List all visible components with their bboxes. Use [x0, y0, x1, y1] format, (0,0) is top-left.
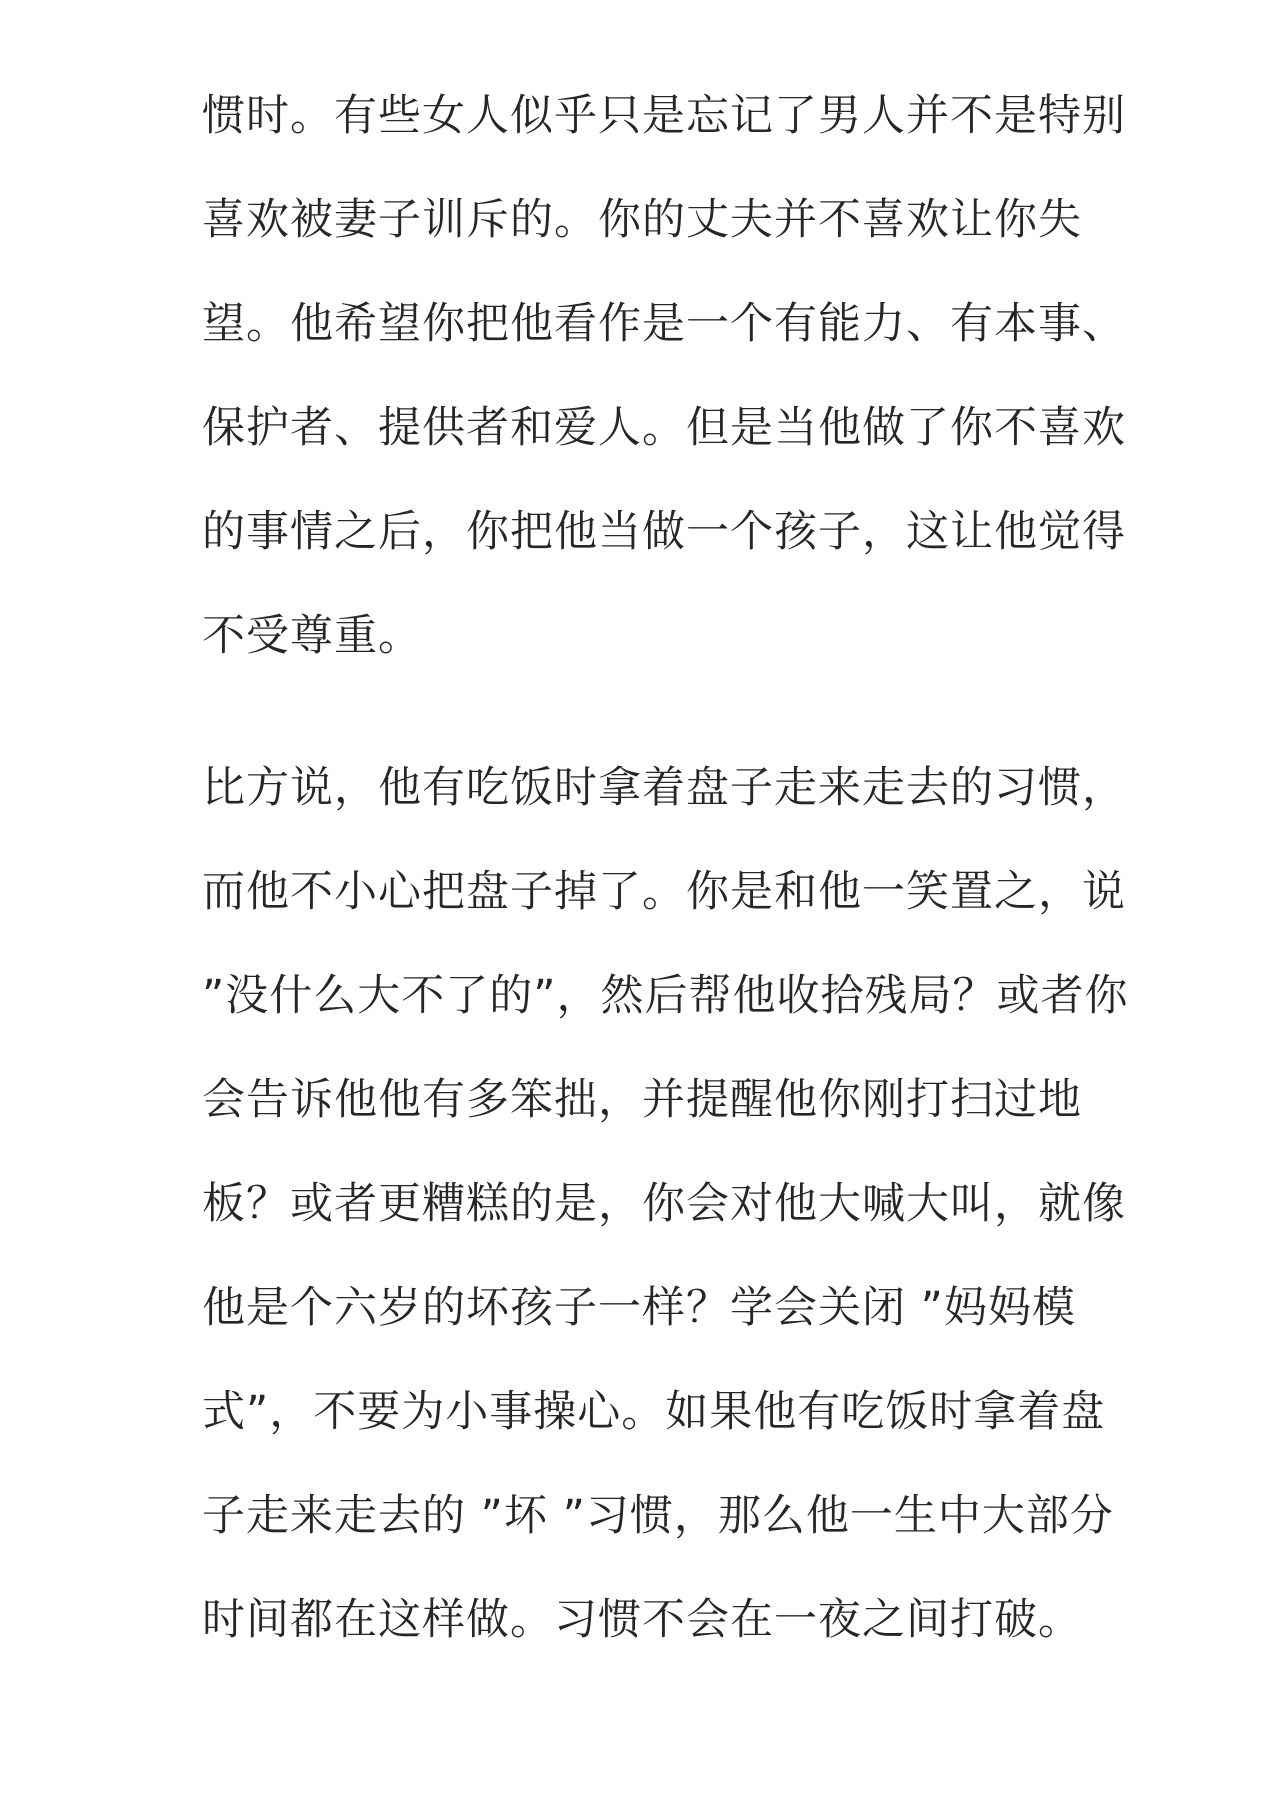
paragraph-line: 而他不小心把盘子掉了。你是和他一笑置之，说 [202, 867, 1126, 917]
paragraph-line: 会告诉他他有多笨拙，并提醒他你刚打扫过地 [202, 1075, 1082, 1125]
paragraph-line: 保护者、提供者和爱人。但是当他做了你不喜欢 [202, 403, 1126, 453]
paragraph-line: 喜欢被妻子训斥的。你的丈夫并不喜欢让你失 [202, 195, 1082, 245]
paragraph-line: 比方说，他有吃饭时拿着盘子走来走去的习惯， [202, 763, 1126, 813]
paragraph-line: 他是个六岁的坏孩子一样？学会关闭 ”妈妈模 [202, 1283, 1076, 1333]
paragraph-2 [202, 736, 1129, 1672]
paragraph-line: 的事情之后，你把他当做一个孩子，这让他觉得 [202, 507, 1126, 557]
paragraph-line: 望。他希望你把他看作是一个有能力、有本事、 [202, 299, 1126, 349]
paragraph-line: 时间都在这样做。习惯不会在一夜之间打破。 [202, 1595, 1082, 1645]
paragraph-line: 板？或者更糟糕的是，你会对他大喊大叫，就像 [202, 1179, 1126, 1229]
paragraph-line: 不受尊重。 [202, 611, 422, 661]
paragraph-line: 子走来走去的 ”坏 ”习惯，那么他一生中大部分 [202, 1491, 1114, 1541]
paragraph-line: ”没什么大不了的”，然后帮他收拾残局？或者你 [202, 971, 1129, 1021]
paragraph-1 [202, 64, 1126, 688]
paragraph-line: 式”，不要为小事操心。如果他有吃饭时拿着盘 [202, 1387, 1106, 1437]
paragraph-line: 惯时。有些女人似乎只是忘记了男人并不是特别 [202, 91, 1126, 141]
